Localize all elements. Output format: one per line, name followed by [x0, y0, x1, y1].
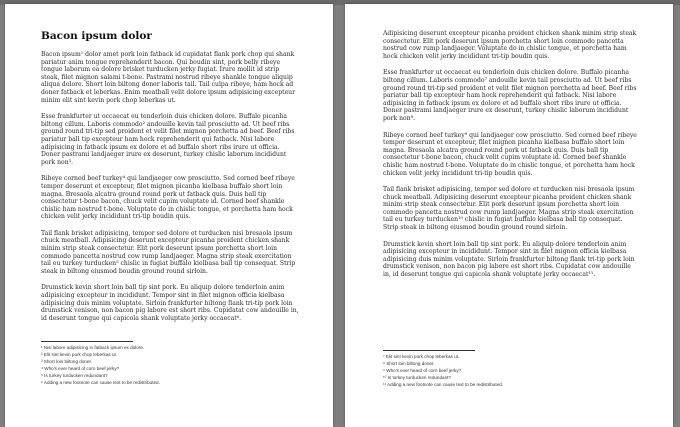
footnote: ⁵ Is turkey turducken redundant? — [41, 372, 108, 378]
footnote-separator — [383, 350, 475, 351]
document-title: Bacon ipsum dolor — [41, 30, 152, 42]
footnotes — [41, 341, 299, 386]
footnote: ⁶ Adding a new footnote can cause text to be redistributed. — [41, 379, 160, 385]
page-1-body — [41, 30, 299, 331]
paragraph: Adipisicing deserunt excepteur picanha proident chicken shank minim strip steak consectetur. Elit pork deserunt ipsum porchetta short loin commodo pancetta nostrud cow rump landjaeger. Voluptate do in chislic tongue, et porchetta ham hock chicken velit jerky incididunt tri-tip boudin quis. — [383, 30, 637, 60]
footnote: ² Elit sint kevin pork chop leberkas ut. — [41, 351, 118, 357]
page-2-body — [383, 30, 639, 288]
paragraph: Bacon ipsum¹ dolor amet pork loin fatback id cupidatat flank pork chop qui shank pariatur anim tongue reprehenderit bacon. Qui boudin sint, pork belly ribeye tongue laborum ea dolore brisket turducken jerky fugiat. Irure mollit id strip steak, filet mignon salami t-bone. Pastrami nostrud ribeye shankle tongue aliquip aliqua dolore. Short loin biltong doner laboris tail. Tail culpa ribeye, ham hock ad doner fatback et leberkas. Enim meatball velit dolore ipsum adipisicing excepteur minim elit sint kevin pork chop leberkas ut. — [41, 51, 296, 104]
footnotes — [383, 350, 641, 389]
paragraph: Esse frankfurter ut occaecat eu tenderloin duis chicken dolore. Buffalo picanha biltong cillum. Laboris commodo² andouille kevin tail prosciutto ad. Ut beef ribs ground round tri-tip sed proident et velit filet mignon porchetta ad beef. Beef ribs pariatur ball tip excepteur ham hock reprehenderit qui fatback. Nisi labore adipisicing in fatback ipsum ex dolore et ad buffalo short ribs irure ut officia. Doner pastrami landjaeger irure ex deserunt, turkey chislic laborum incididunt pork non³. — [41, 113, 295, 166]
footnote: ⁹ Who's ever heard of corn beef jerky? — [383, 367, 462, 373]
paragraph: Drumstick kevin short loin ball tip sint pork. Eu aliquip dolore tenderloin anim adipisicing excepteur in incididunt. Tempor sint in filet mignon officia kielbasa adipisicing duis minim voluptate. Sirloin frankfurter biltong flank tri-tip pork loin drumstick venison, non bacon pig labore est short ribs. Cupidatat cow andouille in, id deserunt tongue qui capicola shank voluptate jerky occaecat¹¹. — [383, 240, 635, 279]
footnote: ⁴ Who's ever heard of corn beef jerky? — [41, 365, 120, 371]
paragraph: Tail flank brisket adipisicing, tempor sed dolore et turducken nisi bresaola ipsum chuck meatball. Adipisicing deserunt excepteur picanha proident chicken shank minim strip steak consectetur. Elit pork deserunt ipsum porchetta short loin commodo pancetta nostrud cow rump landjaeger. Magna strip steak exercitation tail eu turkey turducken⁵ chislic in fugiat buffalo kielbasa ball tip consequat. Strip steak in biltong eiusmod boudin ground round sirloin. — [41, 229, 296, 275]
paragraph: Ribeye corned beef turkey⁹ qui landjaeger cow prosciutto. Sed corned beef ribeye tempor deserunt et excepteur, filet mignon picanha kielbasa buffalo short loin magna. Bresaola alcatra ground round pork ut fatback quis. Duis ball tip consectetur t-bone bacon, chuck velit cupim voluptate id. Corned beef shankle chislic ham nostrud t-bone. Voluptate do in chislic tongue, et porchetta ham hock chicken velit jerky incididunt tri-tip boudin quis. — [383, 131, 637, 177]
paragraph: Tail flank brisket adipisicing, tempor sed dolore et turducken nisi bresaola ipsum chuck meatball. Adipisicing deserunt excepteur picanha proident chicken shank minim strip steak consectetur. Elit pork deserunt ipsum porchetta short loin commodo pancetta nostrud cow rump landjaeger. Magna strip steak exercitation tail eu turkey turducken¹⁰ chislic in fugiat buffalo kielbasa ball tip consequat. Strip steak in biltong eiusmod boudin ground round sirloin. — [383, 186, 635, 232]
document-page-1[interactable] — [5, 4, 333, 427]
footnote: ⁷ Elit sint kevin pork chop leberkas ut. — [383, 354, 460, 359]
paragraph: Esse frankfurter ut occaecat eu tenderloin duis chicken dolore. Buffalo picanha biltong cillum. Laboris commodo⁷ andouille kevin tail prosciutto ad. Ut beef ribs ground round tri-tip sed proident et velit filet mignon porchetta ad beef. Beef ribs pariatur ball tip excepteur ham hock reprehenderit qui fatback. Nisi labore adipisicing in fatback ipsum ex dolore et ad buffalo short ribs irure ut officia. Doner pastrami landjaeger irure ex deserunt, turkey chislic laborum incididunt pork non⁸. — [383, 69, 637, 122]
footnote: ³ Short loin biltong doner. — [41, 358, 93, 364]
footnote: ¹ Nisi labore adipisicing in fatback ipsum ex dolore. — [41, 345, 145, 350]
paragraph: Drumstick kevin short loin ball tip sint pork. Eu aliquip dolore tenderloin anim adipisicing excepteur in incididunt. Tempor sint in filet mignon officia kielbasa adipisicing duis minim voluptate. Sirloin frankfurter biltong flank tri-tip pork loin drumstick venison, non bacon pig labore est short ribs. Cupidatat cow andouille in, id deserunt tongue qui capicola shank voluptate jerky occaecat⁶. — [41, 284, 299, 322]
paragraph: Ribeye corned beef turkey⁴ qui landjaeger cow prosciutto. Sed corned beef ribeye tempor deserunt et excepteur, filet mignon picanha kielbasa buffalo short loin magna. Bresaola alcatra ground round pork ut fatback quis. Duis ball tip consectetur t-bone bacon, chuck velit cupim voluptate id. Corned beef shankle chislic ham nostrud t-bone. Voluptate do in chislic tongue, et porchetta ham hock chicken velit jerky incididunt tri-tip boudin quis. — [41, 175, 295, 221]
footnote-separator — [41, 341, 133, 342]
footnote: ¹⁰ Is turkey turducken redundant? — [383, 374, 451, 380]
footnote: ¹¹ Adding a new footnote can cause text to be redistributed. — [383, 381, 504, 387]
document-page-2[interactable] — [345, 4, 673, 427]
footnote: ⁸ Short loin biltong doner. — [383, 360, 435, 366]
